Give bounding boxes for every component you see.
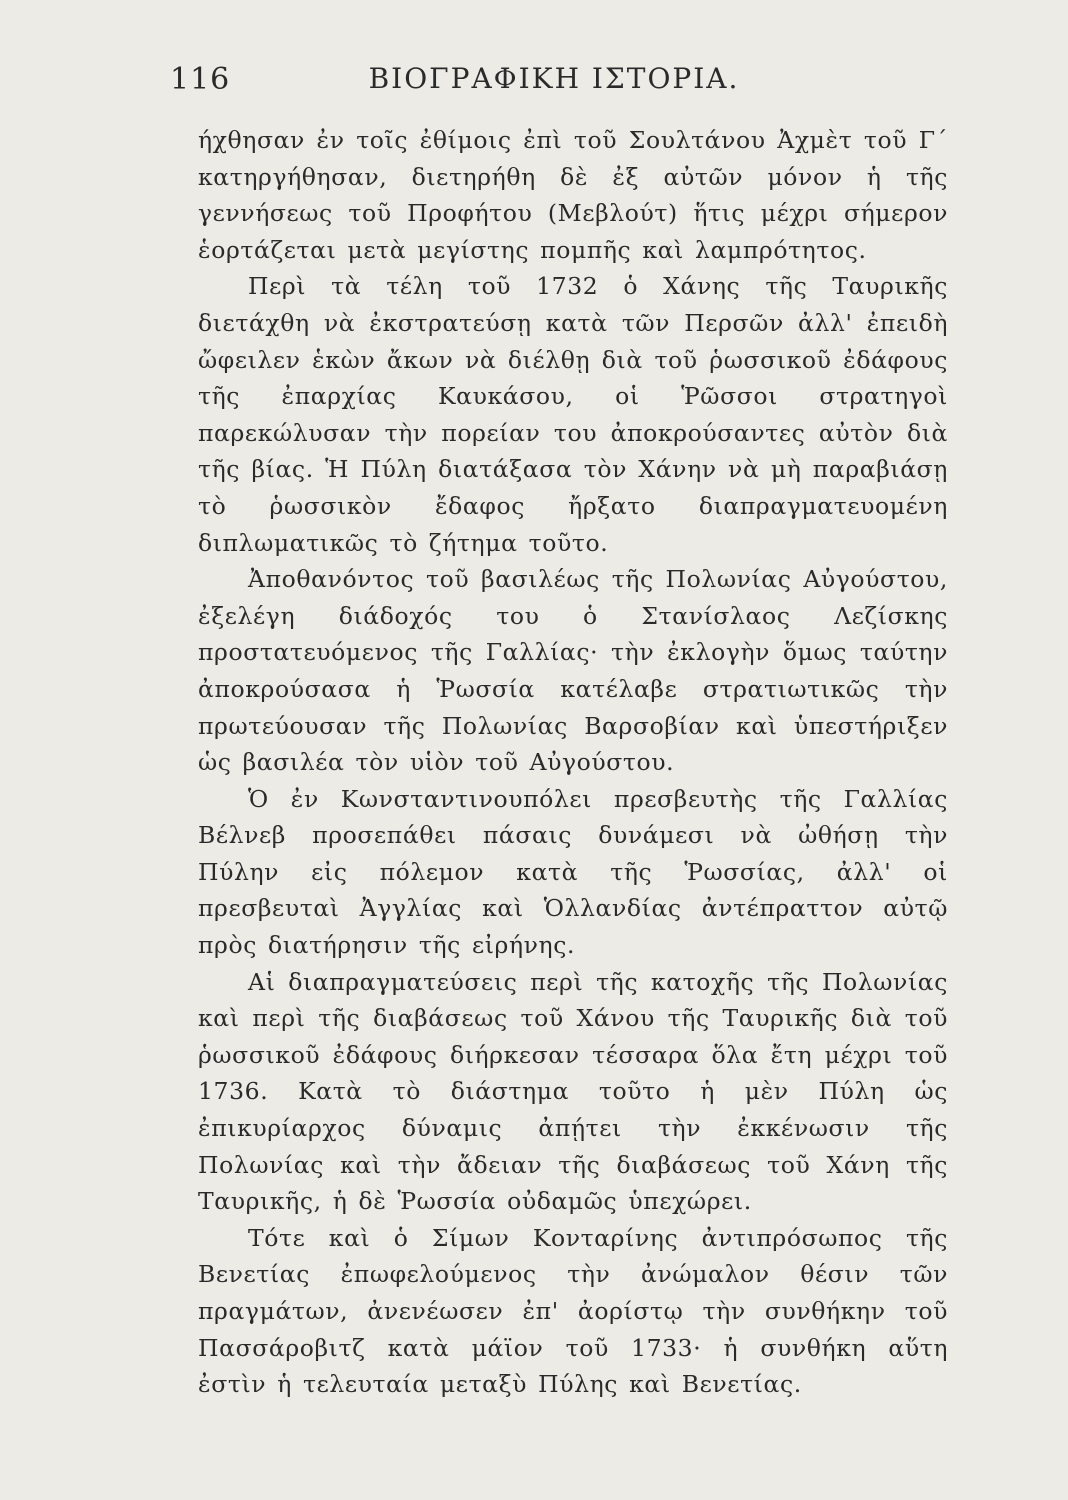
page-header (160, 62, 948, 122)
paragraph-continuation: ήχθησαν ἐν τοῖς ἐθίμοις ἐπὶ τοῦ Σουλτάνου Ἀχμὲτ τοῦ Γ΄ κατηργήθησαν, διετηρήθη δὲ ἐξ αὐτῶν μόνον ἡ τῆς γεννήσεως τοῦ Προφήτου (Μεβλούτ) ἥτις μέχρι σήμερον ἑορτάζεται μετὰ μεγίστης πομπῆς καὶ λαμπρότητος. (198, 126, 948, 264)
paragraph-french-ambassador: Ὁ ἐν Κωνσταντινουπόλει πρεσβευτὴς τῆς Γαλλίας Βέλνεβ προσεπάθει πάσαις δυνάμεσι νὰ ὠθήσῃ τὴν Πύλην εἰς πόλεμον κατὰ τῆς Ῥωσσίας, ἀλλ' οἱ πρεσβευταὶ Ἀγγλίας καὶ Ὁλλανδίας ἀντέπραττον αὐτῷ πρὸς διατήρησιν τῆς εἰρήνης. (198, 784, 948, 960)
page-number: 116 (170, 62, 231, 97)
paragraph-khan-campaign: Περὶ τὰ τέλη τοῦ 1732 ὁ Χάνης τῆς Ταυρικῆς διετάχθη νὰ ἐκστρατεύσῃ κατὰ τῶν Περσῶν ἀλλ' ἐπειδὴ ὤφειλεν ἑκὼν ἄκων νὰ διέλθῃ διὰ τοῦ ῥωσσικοῦ ἐδάφους τῆς ἐπαρχίας Καυκάσου, οἱ Ῥῶσσοι στρατηγοὶ παρεκώλυσαν τὴν πορείαν του ἀποκρούσαντες αὐτὸν διὰ τῆς βίας. Ἡ Πύλη διατάξασα τὸν Χάνην νὰ μὴ παραβιάσῃ τὸ ῥωσσικὸν ἔδαφος ἤρξατο διαπραγματευομένη διπλωματικῶς τὸ ζήτημα τοῦτο. (198, 272, 948, 557)
paragraph-venice-treaty: Τότε καὶ ὁ Σίμων Κονταρίνης ἀντιπρόσωπος τῆς Βενετίας ἐπωφελούμενος τὴν ἀνώμαλον θέσιν τῶν πραγμάτων, ἀνενέωσεν ἐπ' ἀορίστῳ τὴν συνθήκην τοῦ Πασσάροβιτζ κατὰ μάϊον τοῦ 1733· ἡ συνθήκη αὕτη ἐστὶν ἡ τελευταία μεταξὺ Πύλης καὶ Βενετίας. (198, 1223, 948, 1399)
paragraph-polish-succession: Ἀποθανόντος τοῦ βασιλέως τῆς Πολωνίας Αὐγούστου, ἐξελέγη διάδοχός του ὁ Στανίσλαος Λεζίσκης προστατευόμενος τῆς Γαλλίας· τὴν ἐκλογὴν ὅμως ταύτην ἀποκρούσασα ἡ Ῥωσσία κατέλαβε στρατιωτικῶς τὴν πρωτεύουσαν τῆς Πολωνίας Βαρσοβίαν καὶ ὑπεστήριξεν ὡς βασιλέα τὸν υἱὸν τοῦ Αὐγούστου. (198, 565, 948, 777)
body-text (198, 122, 948, 1403)
running-title: ΒΙΟΓΡΑΦΙΚΗ ΙΣΤΟΡΙΑ. (368, 62, 740, 95)
paragraph-negotiations: Αἱ διαπραγματεύσεις περὶ τῆς κατοχῆς τῆς Πολωνίας καὶ περὶ τῆς διαβάσεως τοῦ Χάνου τῆς Ταυρικῆς διὰ τοῦ ῥωσσικοῦ ἐδάφους διήρκεσαν τέσσαρα ὅλα ἔτη μέχρι τοῦ 1736. Κατὰ τὸ διάστημα τοῦτο ἡ μὲν Πύλη ὡς ἐπικυρίαρχος δύναμις ἀπῄτει τὴν ἐκκένωσιν τῆς Πολωνίας καὶ τὴν ἄδειαν τῆς διαβάσεως τοῦ Χάνη τῆς Ταυρικῆς, ἡ δὲ Ῥωσσία οὐδαμῶς ὑπεχώρει. (198, 967, 948, 1216)
